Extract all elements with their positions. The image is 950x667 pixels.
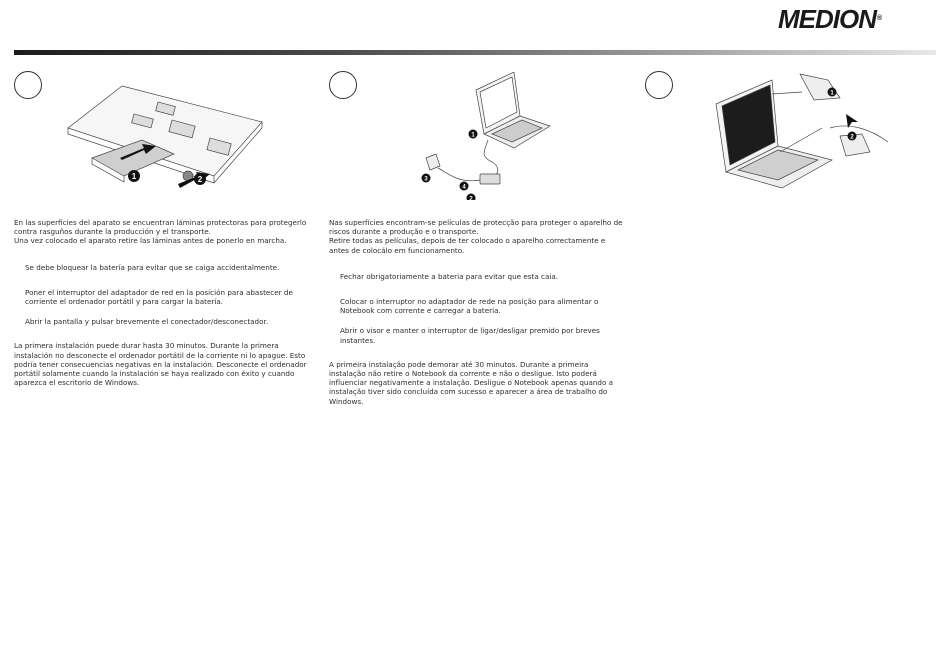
step-circle-3: [645, 71, 673, 99]
callout-1: 1: [471, 132, 475, 139]
callout-2: 2: [850, 134, 854, 141]
spanish-column: [14, 218, 310, 387]
step-circle-2: [329, 71, 357, 99]
step-circle-1: [14, 71, 42, 99]
es-intro-1: En las superficies del aparato se encuentran láminas protectoras para protegerlo contra rasguños durante la producción y el transporte.: [14, 218, 307, 237]
pt-step-c: Abrir o visor e manter o interruptor de ligar/desligar premido por breves instantes.: [340, 326, 600, 345]
callout-1: 1: [131, 172, 137, 181]
portuguese-column: [329, 218, 625, 406]
es-note: La primera instalación puede durar hasta 30 minutos. Durante la primera instalación no desconecte el ordenador portátil de la corriente ni lo apague. Esto podría tener consecuencias negativas en la instalación. Desconecte el ordenador portátil solamente cuando la instalación se haya realizado con éxito y cuando aparezca el escritorio de Windows.: [14, 341, 307, 388]
callout-4: 4: [462, 184, 466, 191]
header-gradient-bar: [14, 50, 936, 55]
pt-intro-2: Retire todas as películas, depois de ter colocado o aparelho correctamente e antes de colocálo em funcionamento.: [329, 236, 606, 255]
pt-intro-1: Nas superfícies encontram-se películas de protecção para proteger o aparelho de riscos durante a produção e o transporte.: [329, 218, 623, 237]
open-display-illustration: [712, 70, 898, 194]
es-step-b: Poner el interruptor del adaptador de red en la posición para abastecer de corriente el ordenador portátil y para cargar la batería.: [25, 287, 293, 307]
callout-2: 2: [469, 196, 473, 200]
es-intro-2: Una vez colocado el aparato retire las láminas antes de ponerlo en marcha.: [14, 236, 287, 246]
callout-3: 3: [424, 176, 428, 183]
pt-step-a: Fechar obrigatoriamente a bateria para evitar que esta caia.: [340, 271, 559, 281]
es-step-a: Se debe bloquear la batería para evitar que se caiga accidentalmente.: [25, 262, 280, 272]
es-step-c: Abrir la pantalla y pulsar brevemente el conectador/desconectador.: [25, 317, 269, 327]
medion-logo: MEDION®: [778, 4, 882, 34]
pt-note: A primeira instalação pode demorar até 30 minutos. Durante a primeira instalação não retire o Notebook da corrente e não o desligue. Isto poderá influenciar negativamente a instalação. Desligue o Notebook apenas quando a instalação tiver sido concluída com sucesso e aparecer a área de trabalho do Windows.: [329, 359, 614, 406]
pt-step-b: Colocar o interruptor no adaptador de rede na posição para alimentar o Notebook com corrente e carregar a bateria.: [340, 297, 599, 316]
callout-1: 1: [830, 90, 834, 97]
power-adapter-illustration: [418, 72, 558, 200]
battery-insert-illustration: [62, 80, 270, 198]
callout-2: 2: [197, 175, 203, 184]
